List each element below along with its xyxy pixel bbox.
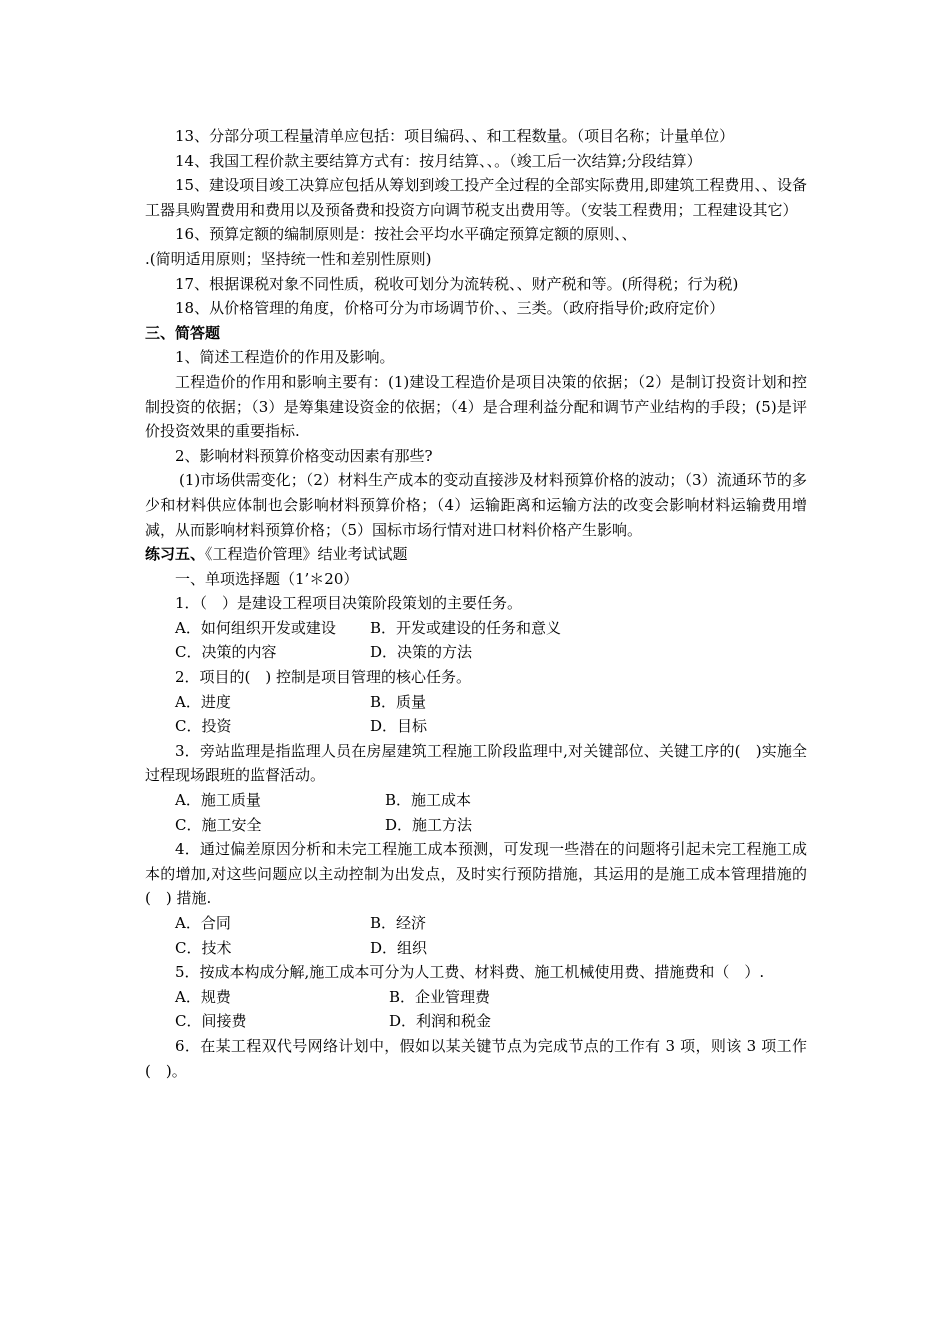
option-a: A．如何组织开发或建设 [175,618,336,637]
fill-question-16-answer: .(简明适用原则；坚持统一性和差别性原则) [145,249,432,268]
option-b: B．企业管理费 [389,987,491,1006]
fill-question-15: 15、建设项目竣工决算应包括从筹划到竣工投产全过程的全部实际费用,即建筑工程费用、、设备工器具购置费用和费用以及预备费和投资方向调节税支出费用等。（安装工程费用；工程建设其它） [145,176,807,219]
choice-question-5: 5．按成本构成分解,施工成本可分为人工费、材料费、施工机械使用费、措施费和（ ）. [175,963,765,982]
choice-options-row [145,714,807,739]
choice-question-3: 3．旁站监理是指监理人员在房屋建筑工程施工阶段监理中,对关键部位、关键工序的( )实施全过程现场跟班的监督活动。 [145,741,807,785]
exercise-heading-title: 《工程造价管理》结业考试试题 [205,545,408,564]
option-c: C．决策的内容 [175,643,277,662]
option-c: C．投资 [175,717,232,736]
option-b: B．经济 [370,914,427,932]
choice-question-2: 2．项目的( ) 控制是项目管理的核心任务。 [175,668,472,687]
short-answer-question-2: 2、影响材料预算价格变动因素有那些? [175,446,433,465]
choice-options-row [145,690,807,715]
option-b: B．质量 [370,692,427,711]
option-d: D．利润和税金 [389,1012,492,1031]
exercise-heading [145,542,807,567]
option-d: D．目标 [370,717,428,736]
option-a: A．合同 [175,914,231,932]
option-d: D．施工方法 [385,815,473,834]
fill-question-13: 13、分部分项工程量清单应包括：项目编码、、和工程数量。（项目名称；计量单位） [175,127,735,145]
choice-question-1: 1．（ ）是建设工程项目决策阶段策划的主要任务。 [175,594,523,613]
fill-question-18: 18、从价格管理的角度，价格可分为市场调节价、、三类。（政府指导价;政府定价） [175,299,725,318]
fill-question-14: 14、我国工程价款主要结算方式有：按月结算、、。（竣工后一次结算;分段结算） [175,151,702,170]
fill-question-16: 16、预算定额的编制原则是：按社会平均水平确定预算定额的原则、、 [175,225,637,244]
option-c: C．间接费 [175,1012,247,1031]
choice-question-4: 4．通过偏差原因分析和未完工程施工成本预测，可发现一些潜在的问题将引起未完工程施工成本的增加,对这些问题应以主动控制为出发点，及时实行预防措施，其运用的是施工成本管理措施的( ) 措施. [145,840,807,908]
fill-question-17: 17、根据课税对象不同性质，税收可划分为流转税、、财产税和等。(所得税；行为税) [175,274,739,293]
short-answer-question-1: 1、简述工程造价的作用及影响。 [175,348,395,367]
document-page [145,124,807,1083]
choice-options-row [145,1009,807,1034]
option-a: A．施工质量 [175,791,261,810]
option-c: C．施工安全 [175,815,262,834]
choice-options-row [145,936,807,961]
part-heading-single-choice: 一、单项选择题（1’＊20） [175,569,359,588]
choice-options-row [145,985,807,1010]
section-heading-short-answer: 三、简答题 [145,323,221,342]
option-b: B．开发或建设的任务和意义 [370,618,562,637]
exercise-heading-label: 练习五、 [145,545,206,564]
choice-options-row [145,788,807,813]
option-a: A．进度 [175,692,231,711]
option-b: B．施工成本 [385,791,472,810]
option-c: C．技术 [175,938,232,957]
option-d: D．组织 [370,938,428,957]
choice-options-row [145,616,807,641]
short-answer-answer-1: 工程造价的作用和影响主要有：(1)建设工程造价是项目决策的依据；（2）是制订投资计划和控制投资的依据；（3）是筹集建设资金的依据；（4）是合理利益分配和调节产业结构的手段；(5)是评价投资效果的重要指标. [145,372,807,441]
option-a: A．规费 [175,987,231,1006]
choice-options-row [145,911,807,936]
choice-question-6: 6．在某工程双代号网络计划中，假如以某关键节点为完成节点的工作有 3 项，则该 3 项工作( )。 [145,1036,807,1080]
choice-options-row [145,813,807,838]
short-answer-answer-2: (1)市场供需变化；（2）材料生产成本的变动直接涉及材料预算价格的波动；（3）流通环节的多少和材料供应体制也会影响材料预算价格；（4）运输距离和运输方法的改变会影响材料运输费用增减，从而影响材料预算价格；（5）国标市场行情对进口材料价格产生影响。 [145,471,807,539]
option-d: D．决策的方法 [370,643,473,662]
choice-options-row [145,640,807,665]
